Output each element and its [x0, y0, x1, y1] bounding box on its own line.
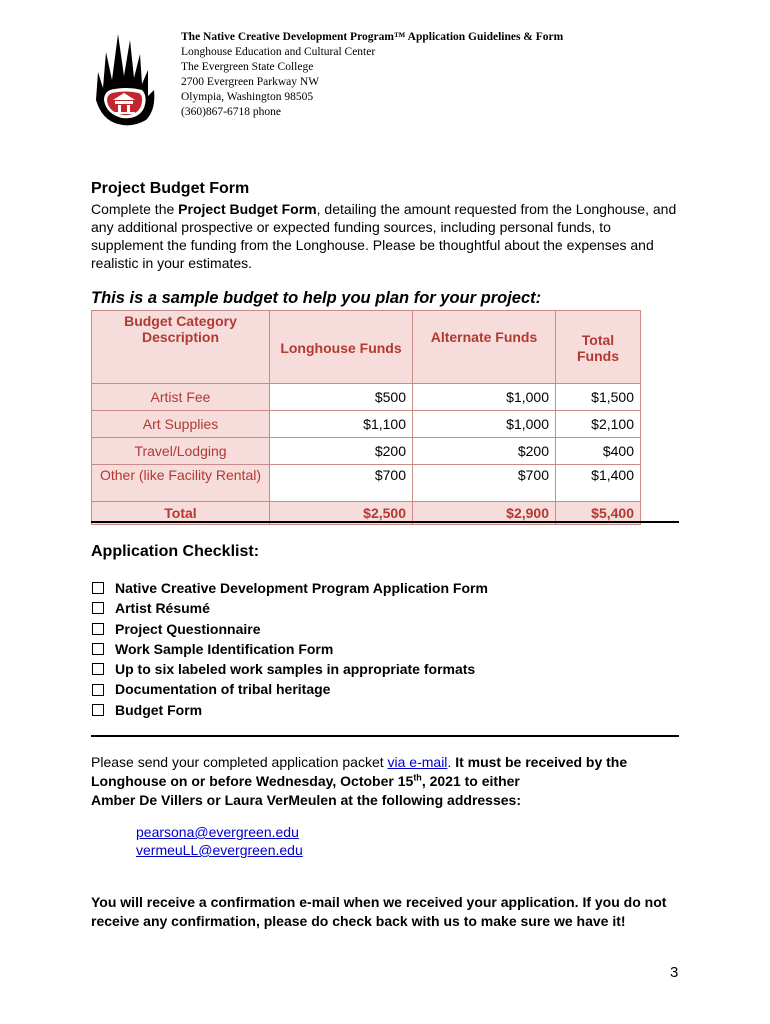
table-row [92, 384, 641, 411]
table-row [92, 438, 641, 465]
col-header-total: Total Funds [556, 311, 641, 384]
divider [91, 735, 679, 737]
row-total: $1,500 [556, 384, 641, 411]
college-name: The Evergreen State College [181, 61, 314, 73]
submission-instructions [91, 753, 691, 810]
col-header-alternate [413, 311, 556, 384]
row-longhouse: $500 [270, 384, 413, 411]
email-link[interactable]: via e-mail [387, 754, 448, 770]
budget-form-title: Project Budget Form [91, 180, 250, 197]
date-suffix: th [413, 772, 422, 783]
org-name: Longhouse Education and Cultural Center [181, 46, 376, 58]
checklist-item-label: Work Sample Identification Form [115, 640, 334, 657]
checklist-item-label: Documentation of tribal heritage [115, 681, 331, 698]
page-number: 3 [670, 964, 679, 981]
submission-text-2: . [447, 754, 456, 770]
intro-bold: Project Budget Form [178, 201, 317, 217]
checklist-item-label: Artist Résumé [115, 600, 210, 617]
deadline-year: , 2021 to either [421, 773, 520, 789]
col-header-longhouse: Longhouse Funds [270, 311, 413, 384]
checkbox[interactable] [92, 684, 104, 696]
table-header-row [92, 311, 641, 384]
row-alternate: $1,000 [413, 384, 556, 411]
checklist-item[interactable] [92, 578, 488, 598]
total-alternate: $2,900 [413, 502, 556, 525]
row-category: Artist Fee [92, 384, 270, 411]
city-address: Olympia, Washington 98505 [181, 91, 314, 103]
checklist-item[interactable] [92, 700, 488, 720]
row-category: Other (like Facility Rental) [92, 465, 270, 502]
row-total: $400 [556, 438, 641, 465]
letterhead [181, 30, 563, 120]
street-address: 2700 Evergreen Parkway NW [181, 76, 320, 88]
checkbox[interactable] [92, 602, 104, 614]
row-alternate: $1,000 [413, 411, 556, 438]
row-total: $1,400 [556, 465, 641, 502]
confirmation-note: You will receive a confirmation e-mail when we received your application. If you do not receive any confirmation, please do check back with us to make sure we have it! [91, 894, 667, 929]
contacts-text: Amber De Villers or Laura VerMeulen at the following addresses: [91, 792, 521, 808]
table-row [92, 411, 641, 438]
row-alternate: $700 [413, 465, 556, 502]
alternate-header-text: Alternate Funds [430, 329, 538, 345]
email-address-link[interactable]: pearsona@evergreen.edu [136, 824, 299, 840]
email-address-link[interactable]: vermeuLL@evergreen.edu [136, 842, 303, 858]
checklist-item-label: Up to six labeled work samples in appropriate formats [115, 661, 476, 678]
program-title: The Native Creative Development Program™ Application Guidelines & Form [181, 31, 564, 43]
checklist-item[interactable] [92, 659, 488, 679]
checklist-item[interactable] [92, 598, 488, 618]
divider [91, 521, 679, 523]
budget-form-intro [91, 200, 681, 272]
row-category: Travel/Lodging [92, 438, 270, 465]
row-longhouse: $700 [270, 465, 413, 502]
checkbox[interactable] [92, 623, 104, 635]
checklist-item[interactable] [92, 639, 488, 659]
sample-budget-title: This is a sample budget to help you plan for your project: [91, 289, 542, 307]
table-row [92, 465, 641, 502]
total-total: $5,400 [556, 502, 641, 525]
checklist-item-label: Budget Form [115, 701, 203, 718]
total-label: Total [92, 502, 270, 525]
sample-budget-table [91, 310, 641, 525]
checklist-item[interactable] [92, 679, 488, 699]
row-total: $2,100 [556, 411, 641, 438]
checkbox[interactable] [92, 704, 104, 716]
checklist-item[interactable] [92, 619, 488, 639]
submission-text-1: Please send your completed application packet [91, 754, 388, 770]
checkbox[interactable] [92, 582, 104, 594]
total-longhouse: $2,500 [270, 502, 413, 525]
checklist-title: Application Checklist: [91, 543, 260, 560]
phone-number: (360)867-6718 phone [181, 106, 281, 118]
checklist-item-label: Native Creative Development Program Application Form [115, 580, 488, 596]
col-header-category: Budget Category Description [92, 311, 270, 384]
email-addresses [136, 823, 303, 859]
application-checklist [92, 578, 488, 720]
intro-text-1: Complete the [91, 201, 179, 217]
checklist-item-label: Project Questionnaire [115, 620, 261, 637]
intro-text-2: , detailing the amount requested from the Longhouse, and any additional prospective or expected funding sources, including personal funds, to supplement the funding from the Longhouse. Please be thoughtful about the expenses and realistic in your estimates. [91, 201, 677, 271]
deadline-text: It must be received by the Longhouse on or before Wednesday, October 15 [91, 754, 628, 789]
row-category: Art Supplies [92, 411, 270, 438]
checkbox[interactable] [92, 643, 104, 655]
checkbox[interactable] [92, 663, 104, 675]
row-longhouse: $200 [270, 438, 413, 465]
longhouse-logo-icon [92, 30, 158, 126]
row-alternate: $200 [413, 438, 556, 465]
row-longhouse: $1,100 [270, 411, 413, 438]
